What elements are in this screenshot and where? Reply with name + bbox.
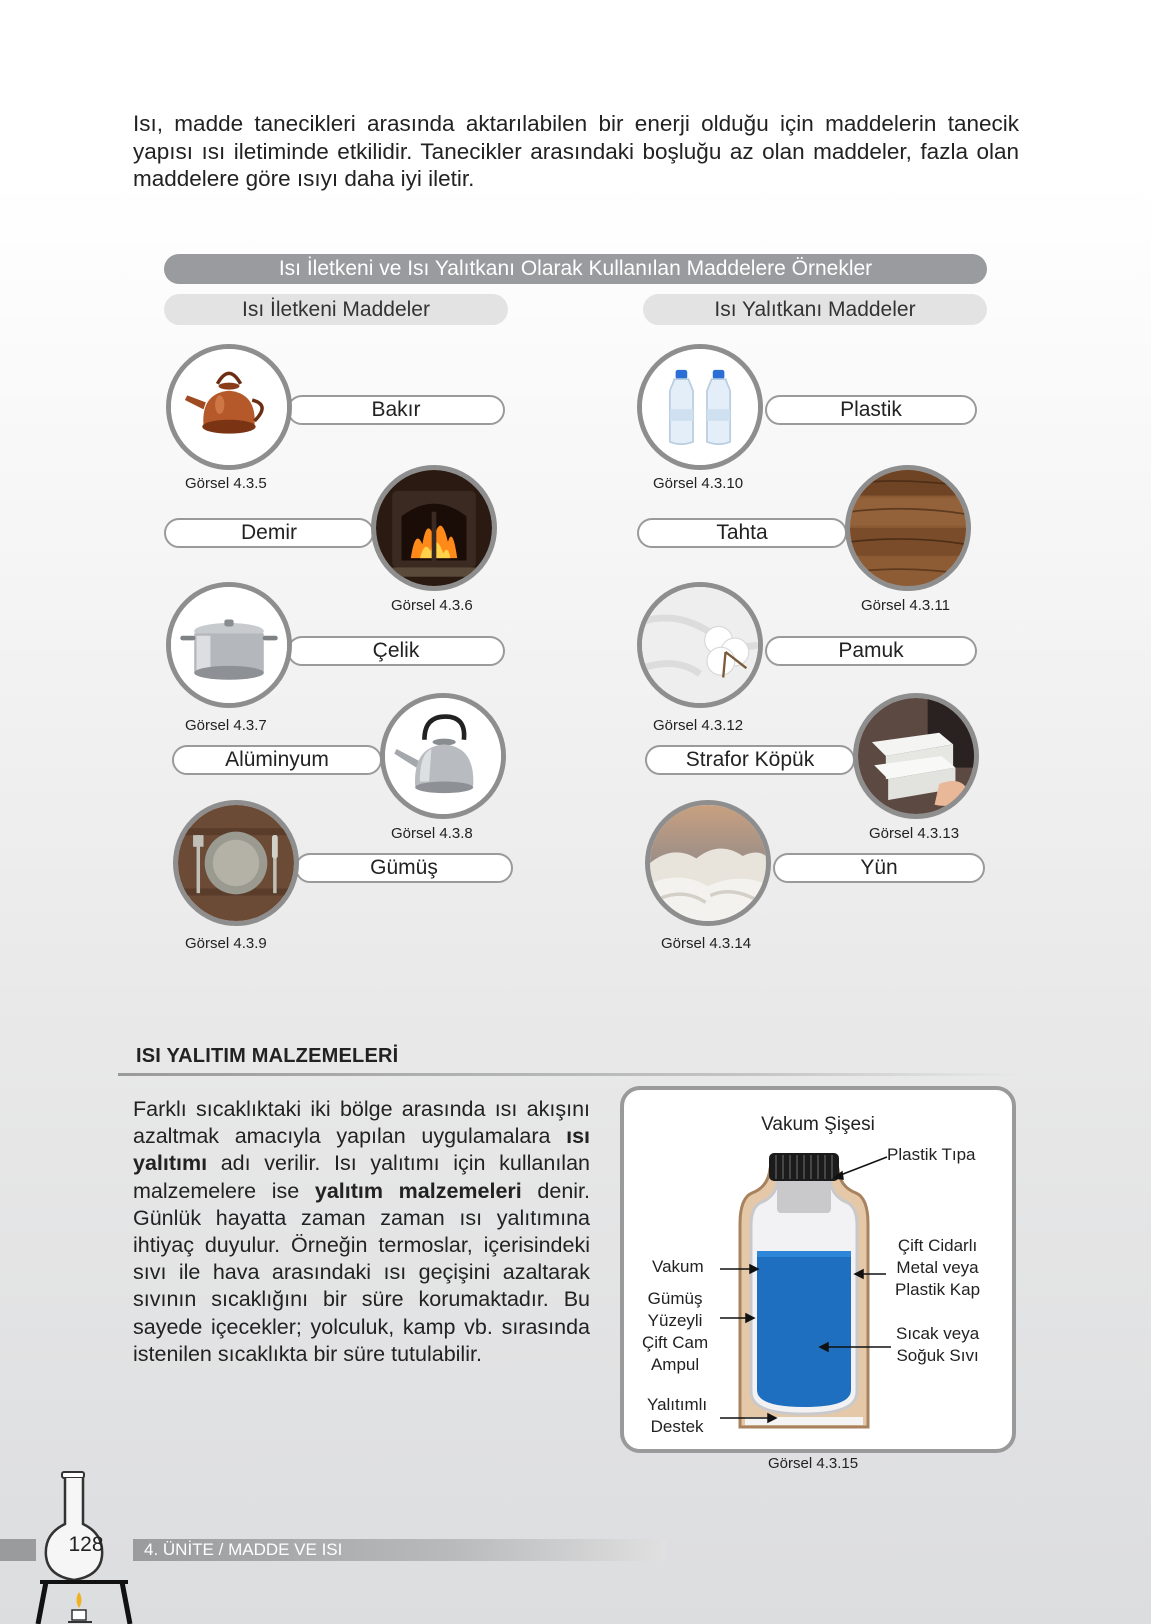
caption-pamuk: Görsel 4.3.12 — [653, 717, 744, 734]
caption-strafor: Görsel 4.3.13 — [869, 825, 960, 842]
iron-stove-icon — [371, 465, 497, 591]
silver-plate-icon — [173, 800, 299, 926]
cotton-icon — [637, 582, 763, 708]
label-plastik: Plastik — [765, 395, 977, 425]
label-gumus: Gümüş — [295, 853, 513, 883]
label-bakir: Bakır — [287, 395, 505, 425]
conductors-title: Isı İletkeni Maddeler — [164, 294, 508, 325]
footer-bar-left — [0, 1539, 36, 1561]
section-divider — [118, 1073, 1018, 1076]
intro-paragraph: Isı, madde tanecikleri arasında aktarılabilen bir enerji olduğu için maddelerin tanecik yapısı ısı iletiminde etkilidir. Tanecikler arasındaki boşluğu az olan maddeler, fazla olan maddelere göre ısıyı daha iyi iletir. — [133, 111, 1019, 191]
label-strafor: Strafor Köpük — [645, 745, 855, 775]
label-plastic-cap: Plastik Tıpa — [887, 1145, 976, 1164]
label-celik: Çelik — [287, 636, 505, 666]
label-double-wall: Çift Cidarlı Metal veya Plastik Kap — [895, 1236, 981, 1299]
label-yun: Yün — [773, 853, 985, 883]
label-vacuum: Vakum — [652, 1257, 704, 1276]
term-isi-yalitimi: ısı yalıtımı — [133, 1124, 590, 1176]
footer-unit-title: 4. ÜNİTE / MADDE VE ISI — [133, 1539, 666, 1561]
page-number: 128 — [68, 1533, 104, 1556]
label-aluminyum: Alüminyum — [172, 745, 382, 775]
section-title: ISI YALITIM MALZEMELERİ — [136, 1045, 399, 1067]
caption-vacuum-flask: Görsel 4.3.15 — [768, 1455, 859, 1472]
caption-aluminyum: Görsel 4.3.8 — [391, 825, 473, 842]
term-yalitim-malzemeleri: yalıtım malzemeleri — [314, 1178, 522, 1203]
wood-planks-icon — [845, 465, 971, 591]
wool-icon — [645, 800, 771, 926]
plastic-bottles-icon — [637, 344, 763, 470]
copper-kettle-icon — [166, 344, 292, 470]
label-tahta: Tahta — [637, 518, 847, 548]
insulators-title: Isı Yalıtkanı Maddeler — [643, 294, 987, 325]
caption-bakir: Görsel 4.3.5 — [185, 475, 267, 492]
caption-demir: Görsel 4.3.6 — [391, 597, 473, 614]
label-demir: Demir — [164, 518, 374, 548]
label-liquid: Sıcak veya Soğuk Sıvı — [896, 1324, 980, 1365]
steel-pot-icon — [166, 582, 292, 708]
vacuum-flask-diagram — [620, 1086, 1016, 1453]
examples-title: Isı İletkeni ve Isı Yalıtkanı Olarak Kullanılan Maddelere Örnekler — [164, 254, 987, 284]
caption-tahta: Görsel 4.3.11 — [861, 597, 950, 614]
label-silver-glass: Gümüş Yüzeyli Çift Cam Ampul — [642, 1289, 709, 1374]
label-pamuk: Pamuk — [765, 636, 977, 666]
caption-celik: Görsel 4.3.7 — [185, 717, 267, 734]
label-support: Yalıtımlı Destek — [647, 1395, 708, 1436]
section-paragraph: Farklı sıcaklıktaki iki bölge arasında ısı akışını azaltmak amacıyla yapılan uygulamalara ısı yalıtımı adı verilir. Isı yalıtımı için kullanılan malzemelere ise yalıtım malzemeleri denir. Günlük hayatta zaman zaman ısı yalıtımına ihtiyaç duyulur. Örneğin termoslar, içerisindeki sıvı ile hava arasındaki ısı geçişini azaltarak sıvının sıcaklığını bir süre korumaktadır. Bu sayede içecekler; yolculuk, kamp vb. sırasında istenilen sıcaklıkta bir süre tutulabilir. — [133, 1097, 591, 1366]
aluminium-kettle-icon — [380, 693, 506, 819]
caption-plastik: Görsel 4.3.10 — [653, 475, 744, 492]
foam-box-icon — [853, 693, 979, 819]
vacuum-flask-title: Vakum Şişesi — [761, 1114, 875, 1135]
caption-yun: Görsel 4.3.14 — [661, 935, 752, 952]
caption-gumus: Görsel 4.3.9 — [185, 935, 267, 952]
